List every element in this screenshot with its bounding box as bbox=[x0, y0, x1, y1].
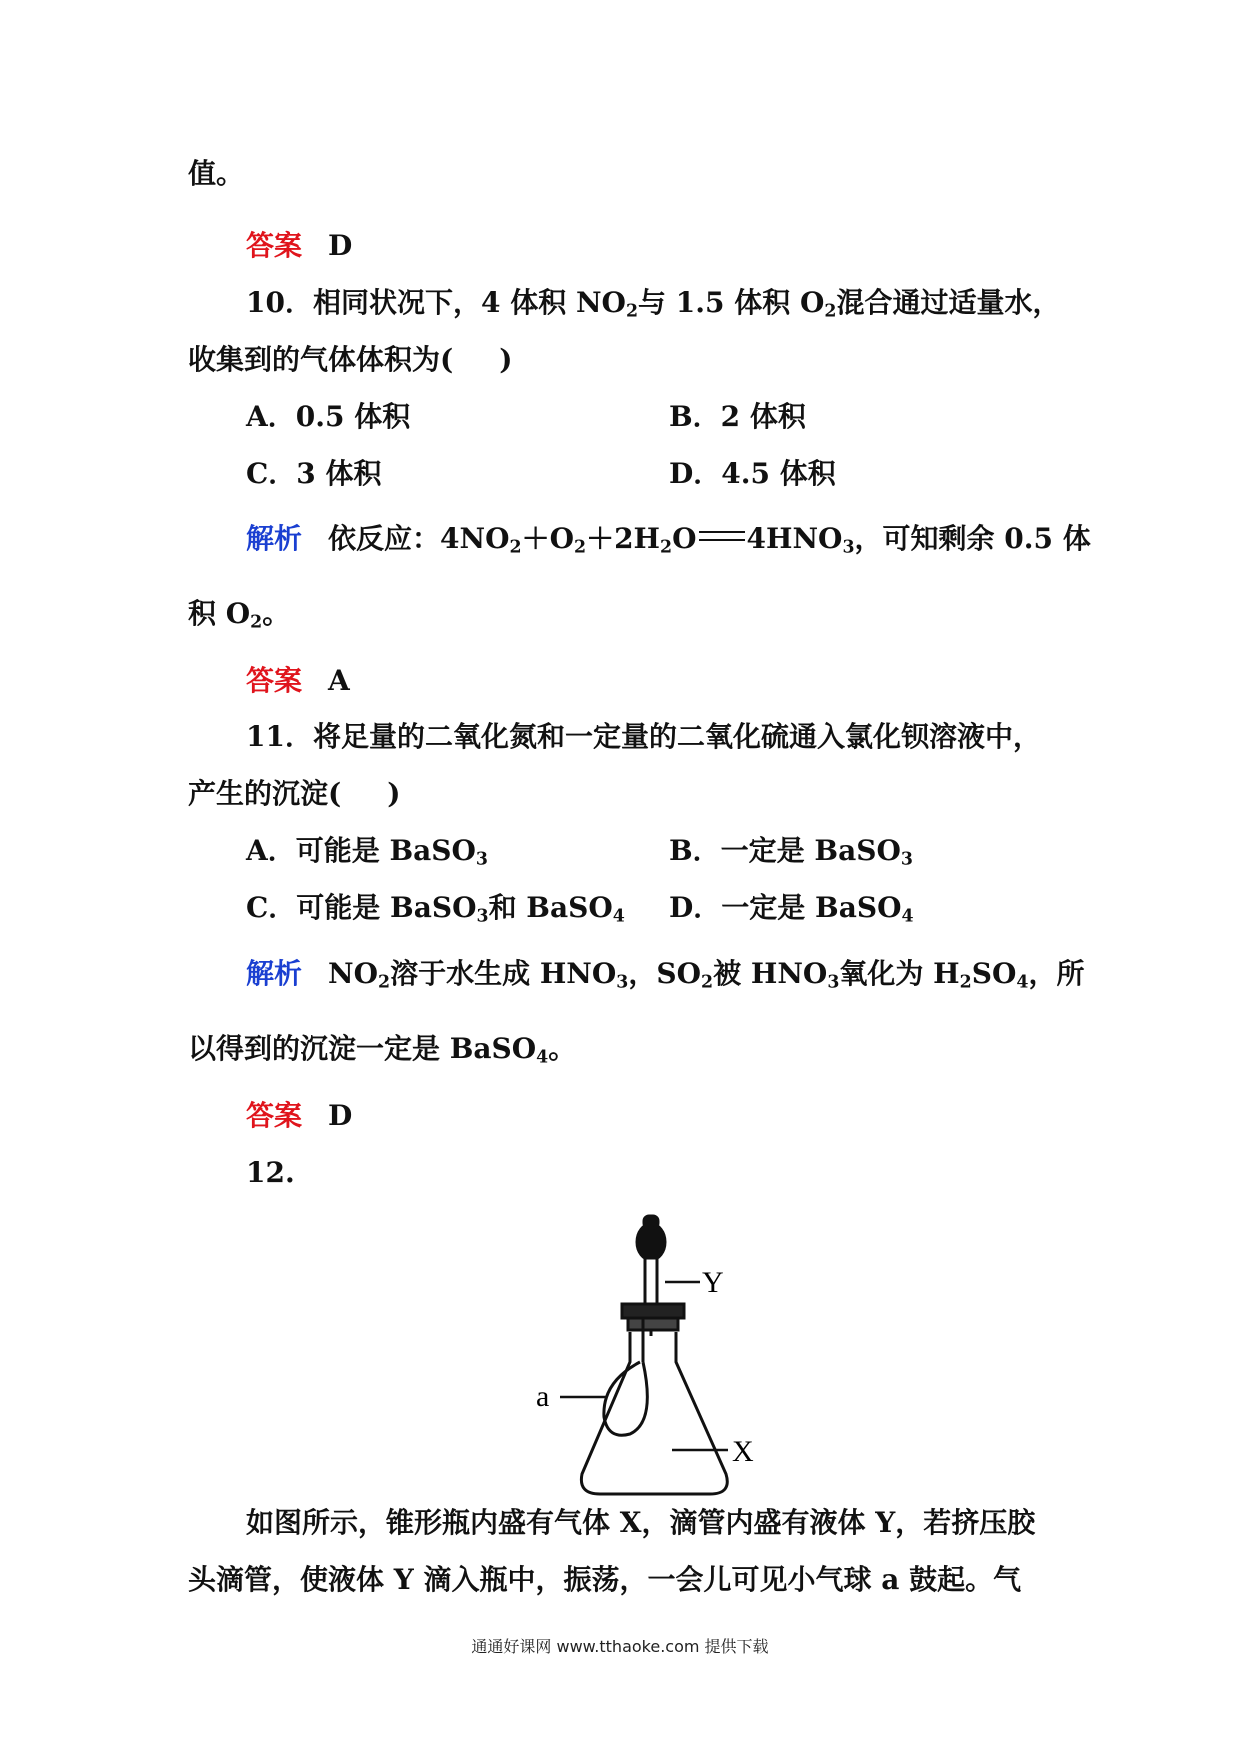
analysis-q10: 解析 依反应：$4NO_2+O_2+2H_2O$ $4HNO_3$，可知剩余 0.5 体 bbox=[246, 522, 1091, 558]
answer-q10 bbox=[246, 664, 350, 697]
question-10-stem: 10．相同状况下，4 体积 $NO_2$与 1.5 体积 $O_2$混合通过适量水， bbox=[246, 286, 1061, 322]
label-X: X bbox=[732, 1435, 754, 1468]
answer-label: 答案 bbox=[246, 1099, 303, 1132]
answer-q11 bbox=[246, 1099, 353, 1132]
analysis-q11: 解析 $NO_2$溶于水生成 $HNO_3$，$SO_2$被 $HNO_3$氧化为 $H_2SO_4$，所 bbox=[246, 957, 1085, 993]
question-10-stem-line2: 收集到的气体体积为( ) bbox=[188, 343, 513, 376]
answer-value: D bbox=[328, 1099, 353, 1132]
answer-value: A bbox=[328, 664, 350, 697]
analysis-label: 解析 bbox=[246, 957, 303, 990]
option-B: B．2 体积 bbox=[669, 400, 806, 433]
label-Y: Y bbox=[702, 1266, 724, 1299]
option-C: C．3 体积 bbox=[246, 457, 382, 490]
label-a: a bbox=[536, 1380, 550, 1413]
flask-apparatus-figure bbox=[530, 1212, 810, 1512]
analysis-q11-line2: 以得到的沉淀一定是 BaSO$_4$。 bbox=[188, 1032, 577, 1068]
footer-credit: 通通好课网 www.tthaoke.com 提供下载 bbox=[471, 1637, 769, 1656]
answer-value: D bbox=[328, 229, 353, 262]
question-12-text-line1: 如图所示，锥形瓶内盛有气体 X，滴管内盛有液体 Y，若挤压胶 bbox=[246, 1506, 1036, 1539]
option-A: A．0.5 体积 bbox=[246, 400, 411, 433]
option-A: A．可能是 BaSO$_3$ bbox=[246, 834, 488, 870]
question-11-stem: 11．将足量的二氧化氮和一定量的二氧化硫通入氯化钡溶液中， bbox=[246, 720, 1041, 753]
answer-label: 答案 bbox=[246, 664, 303, 697]
analysis-label: 解析 bbox=[246, 522, 303, 555]
option-D: D．一定是 BaSO$_4$ bbox=[669, 891, 914, 927]
question-12-number: 12. bbox=[246, 1156, 295, 1189]
equals-sign bbox=[699, 531, 745, 541]
analysis-q10-line2: 积 $O_2$。 bbox=[188, 597, 291, 633]
question-number: 11． bbox=[246, 720, 313, 753]
question-11-stem-line2: 产生的沉淀( ) bbox=[188, 777, 401, 810]
option-C: C．可能是 BaSO$_3$和 BaSO$_4$ bbox=[246, 891, 625, 927]
question-12-text-line2: 头滴管，使液体 Y 滴入瓶中，振荡，一会儿可见小气球 a 鼓起。气 bbox=[188, 1563, 1022, 1596]
balloon-a bbox=[604, 1362, 647, 1435]
answer-q9 bbox=[246, 229, 353, 262]
option-D: D．4.5 体积 bbox=[669, 457, 836, 490]
question-number: 10． bbox=[246, 286, 313, 319]
option-B: B．一定是 BaSO$_3$ bbox=[669, 834, 913, 870]
rubber-stopper bbox=[622, 1304, 684, 1318]
answer-label: 答案 bbox=[246, 229, 303, 262]
continued-text: 值。 bbox=[188, 157, 245, 190]
